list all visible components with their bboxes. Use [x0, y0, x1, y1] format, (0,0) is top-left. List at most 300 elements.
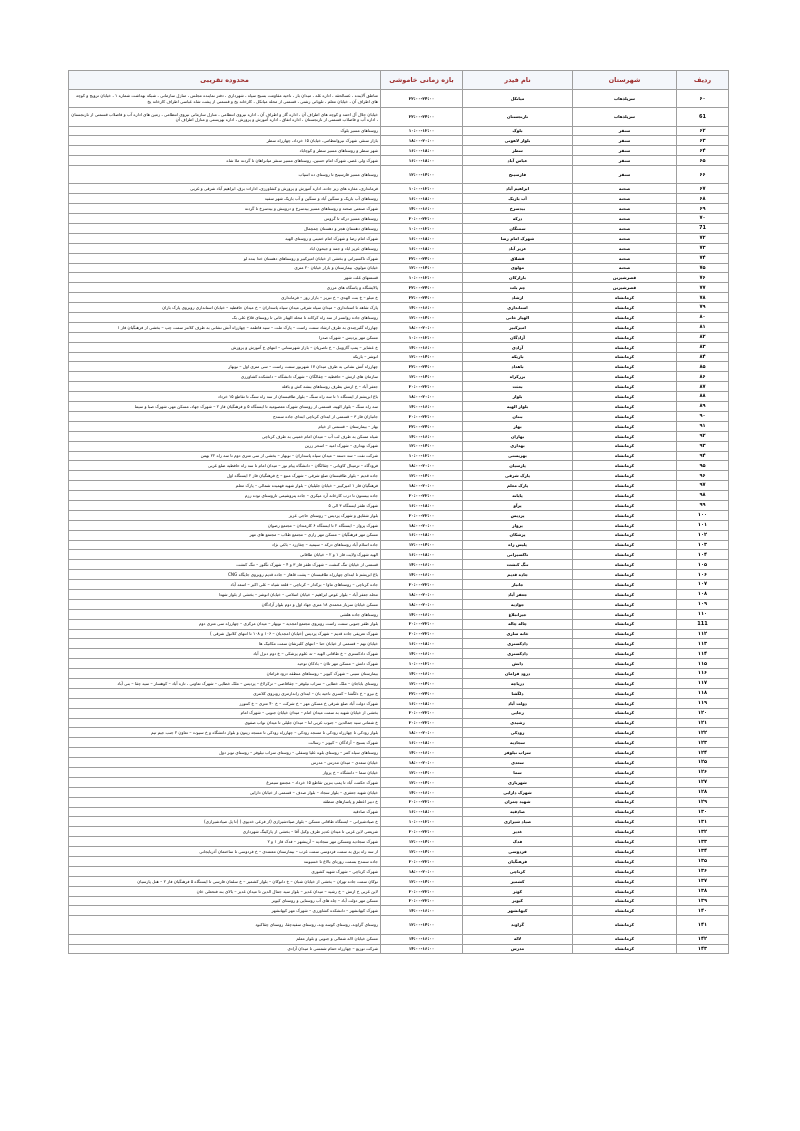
- outage-time-cell: ۱۶:۰۰-۱۸:۰۰: [381, 156, 463, 166]
- feeder-name-cell: رجایی: [463, 708, 573, 718]
- table-row: [69, 629, 729, 639]
- outage-time-cell: ۲۰:۰۰-۲۲:۰۰: [381, 886, 463, 896]
- approximate-area-cell: محله جعفر آباد – بلوار عوض ابراهیم – خیابان اسلامی – خیابان انوشر – بخشی از بلوار شهدا: [69, 589, 381, 599]
- feeder-name-cell: کشمیر: [463, 876, 573, 886]
- table-row: [69, 777, 729, 787]
- feeder-name-cell: فردوسی: [463, 847, 573, 857]
- city-cell: کرمانشاه: [573, 540, 677, 550]
- table-row: [69, 916, 729, 934]
- feeder-name-cell: عباس آباد: [463, 156, 573, 166]
- table-row: [69, 550, 729, 560]
- table-row: [69, 866, 729, 876]
- city-cell: کرمانشاه: [573, 491, 677, 501]
- table-row: [69, 431, 729, 441]
- outage-time-cell: ۱۶:۰۰-۱۸:۰۰: [381, 233, 463, 243]
- row-number-cell: ۹۴: [677, 451, 729, 461]
- row-number-cell: ۶۹: [677, 204, 729, 214]
- outage-time-cell: ۱۸:۰۰-۲۰:۰۰: [381, 758, 463, 768]
- table-row: [69, 649, 729, 659]
- outage-time-cell: ۲۰:۰۰-۲۲:۰۰: [381, 857, 463, 867]
- outage-time-cell: ۱۲:۰۰-۱۴:۰۰: [381, 916, 463, 934]
- city-cell: کرمانشاه: [573, 392, 677, 402]
- table-row: [69, 934, 729, 944]
- approximate-area-cell: روستاهای جاده هلشی: [69, 609, 381, 619]
- feeder-name-cell: کیهانشهر: [463, 906, 573, 916]
- table-row: [69, 896, 729, 906]
- city-cell: کرمانشاه: [573, 441, 677, 451]
- row-number-cell: ۷۵: [677, 263, 729, 273]
- feeder-name-cell: بهداری: [463, 441, 573, 451]
- approximate-area-cell: شهرک پرواز – ایستگاه ۲ تا ایستگاه ۶ کارمندان – مجتمع رضوان: [69, 520, 381, 530]
- feeder-name-cell: جعفر آباد: [463, 589, 573, 599]
- outage-time-cell: ۲۲:۰۰-۲۴:۰۰: [381, 362, 463, 372]
- approximate-area-cell: روستای گراوند، روستای کوسه وند، روستای سفیدچقا، روستای چقاکبود: [69, 916, 381, 934]
- table-row: [69, 500, 729, 510]
- city-cell: کرمانشاه: [573, 728, 677, 738]
- row-number-cell: ۸۴: [677, 352, 729, 362]
- outage-time-cell: ۱۸:۰۰-۲۰:۰۰: [381, 392, 463, 402]
- approximate-area-cell: پارک شاهد تا استانداری – میدان سپاه شرقی میدان سپاه پاسداران – خ میدان حافظیه – خیابان استانداری روبروی پارک باران: [69, 303, 381, 313]
- feeder-name-cell: فرهنگیان: [463, 857, 573, 867]
- feeder-name-cell: پلیس راه: [463, 540, 573, 550]
- table-row: [69, 471, 729, 481]
- table-row: [69, 263, 729, 273]
- city-cell: کرمانشاه: [573, 896, 677, 906]
- table-row: [69, 411, 729, 421]
- table-row: [69, 253, 729, 263]
- table-row: [69, 451, 729, 461]
- feeder-name-cell: دولت آباد: [463, 698, 573, 708]
- row-number-cell: ۱۳۶: [677, 866, 729, 876]
- outage-time-cell: ۲۲:۰۰-۲۴:۰۰: [381, 421, 463, 431]
- outage-time-cell: ۱۸:۰۰-۲۰:۰۰: [381, 520, 463, 530]
- approximate-area-cell: بیمارستان سینی – شهرک کیوبر – روستاهای منطقه درود فرامان: [69, 669, 381, 679]
- feeder-name-cell: آزادی: [463, 342, 573, 352]
- approximate-area-cell: خیابان سما – دانشگاه – خ پرواز: [69, 768, 381, 778]
- city-cell: کرمانشاه: [573, 332, 677, 342]
- table-row: [69, 520, 729, 530]
- city-cell: کرمانشاه: [573, 560, 677, 570]
- city-cell: کرمانشاه: [573, 876, 677, 886]
- row-number-cell: ۱۲۰: [677, 708, 729, 718]
- city-cell: کرمانشاه: [573, 916, 677, 934]
- row-number-cell: ۱۳۰: [677, 807, 729, 817]
- row-number-cell: ۱۰۱: [677, 520, 729, 530]
- feeder-name-cell: مدرس: [463, 944, 573, 954]
- table-row: [69, 688, 729, 698]
- approximate-area-cell: سه راه سنگ – بلوار الهیه، قسمتی از روستای شهرک معصومیه تا ایستگاه ۵ و فرهنگیان فاز ۲ – شهرک جهاد، مسکن مهر، شهرک صبا و سیما: [69, 402, 381, 412]
- approximate-area-cell: جانبازان فاز ۳ – قسمتی از ابتدای کرناچی ابتدای جاده سنندج: [69, 411, 381, 421]
- row-number-cell: ۱۱۲: [677, 629, 729, 639]
- row-number-cell: 61: [677, 108, 729, 126]
- table-row: [69, 156, 729, 166]
- row-number-cell: ۸۰: [677, 313, 729, 323]
- feeder-name-cell: سراب نیلوفر: [463, 748, 573, 758]
- feeder-name-cell: بلوک: [463, 126, 573, 136]
- row-number-cell: ۶۲: [677, 126, 729, 136]
- header-row-number: ردیف: [677, 71, 729, 90]
- feeder-name-cell: صادقیه: [463, 807, 573, 817]
- row-number-cell: ۱۰۲: [677, 530, 729, 540]
- row-number-cell: ۸۳: [677, 342, 729, 352]
- row-number-cell: ۱۳۳: [677, 837, 729, 847]
- outage-time-cell: ۱۸:۰۰-۲۰:۰۰: [381, 728, 463, 738]
- city-cell: کرمانشاه: [573, 619, 677, 629]
- row-number-cell: ۶۷: [677, 184, 729, 194]
- table-row: [69, 827, 729, 837]
- city-cell: کرمانشاه: [573, 886, 677, 896]
- approximate-area-cell: چهارراه آتش نشانی به طرف میدان ۱۷ شهریور سمت راست – سی متری اول – نوبهار: [69, 362, 381, 372]
- feeder-name-cell: شهید چمران: [463, 797, 573, 807]
- approximate-area-cell: شهرک ولی عصر، شهرک امام حسین، روستاهای مسیر سنقر میانراهان تا گردنه ملا شاه: [69, 156, 381, 166]
- approximate-area-cell: سازمان های ارتش – حافظیه – چقالگان – شهرک دانشگاه – دانشکده کشاورزی: [69, 372, 381, 382]
- outage-time-cell: ۱۸:۰۰-۲۰:۰۰: [381, 136, 463, 146]
- feeder-name-cell: شهرک دارایی: [463, 787, 573, 797]
- outage-time-cell: ۱۴:۰۰-۱۶:۰۰: [381, 669, 463, 679]
- table-row: [69, 609, 729, 619]
- table-row: [69, 136, 729, 146]
- feeder-name-cell: کرناچی: [463, 866, 573, 876]
- feeder-name-cell: پرآو: [463, 500, 573, 510]
- table-row: [69, 382, 729, 392]
- approximate-area-cell: لاین غربی خ ارتش – خ رشید – میدان غدیر – بلوار سید جمال الدین تا میدان غدیر – بالای بند فتحعلی خان: [69, 886, 381, 896]
- feeder-name-cell: بلوار الهیه: [463, 402, 573, 412]
- city-cell: کرمانشاه: [573, 352, 677, 362]
- feeder-name-cell: عزیز آباد: [463, 243, 573, 253]
- table-row: [69, 540, 729, 550]
- row-number-cell: ۹۸: [677, 491, 729, 501]
- row-number-cell: ۱۰۸: [677, 589, 729, 599]
- outage-time-cell: ۲۲:۰۰-۲۴:۰۰: [381, 283, 463, 293]
- feeder-name-cell: سطر: [463, 146, 573, 156]
- city-cell: کرمانشاه: [573, 342, 677, 352]
- table-row: [69, 698, 729, 708]
- row-number-cell: ۱۱۸: [677, 688, 729, 698]
- table-row: [69, 570, 729, 580]
- outage-time-cell: ۱۴:۰۰-۱۶:۰۰: [381, 748, 463, 758]
- approximate-area-cell: بخشی از خیابان شهید به سمت میدان امام – میدان خیابان جنوبی – شهرک امام: [69, 708, 381, 718]
- city-cell: کرمانشاه: [573, 649, 677, 659]
- approximate-area-cell: شرکت توزیع – چهارراه حمام شمسی تا میدان آزادی: [69, 944, 381, 954]
- row-number-cell: ۶۶: [677, 166, 729, 184]
- city-cell: صحنه: [573, 194, 677, 204]
- approximate-area-cell: شیاه مسکن به طرف لب آب – میدان امام خمینی به طرف کرناچی: [69, 431, 381, 441]
- outage-time-cell: ۱۴:۰۰-۱۶:۰۰: [381, 609, 463, 619]
- table-row: [69, 580, 729, 590]
- approximate-area-cell: فرهنگیان فاز ۱ امیرکبیر – خیابان جلیلیان – بلوار شهید فهمیده شمالی – پارک معلم: [69, 481, 381, 491]
- city-cell: کرمانشاه: [573, 768, 677, 778]
- city-cell: سنقر: [573, 146, 677, 156]
- approximate-area-cell: روستاهای مسیر درکه تا گروس: [69, 214, 381, 224]
- city-cell: کرمانشاه: [573, 906, 677, 916]
- city-cell: کرمانشاه: [573, 520, 677, 530]
- feeder-name-cell: رودکی: [463, 728, 573, 738]
- approximate-area-cell: جاده سنندج بسمت روزتای بالاع تا خسیونند: [69, 857, 381, 867]
- outage-time-cell: ۱۶:۰۰-۱۸:۰۰: [381, 698, 463, 708]
- table-row: [69, 678, 729, 688]
- city-cell: کرمانشاه: [573, 471, 677, 481]
- row-number-cell: ۱۲۱: [677, 718, 729, 728]
- city-cell: کرمانشاه: [573, 382, 677, 392]
- approximate-area-cell: شریعتی لاین غربی تا میدان غدیر طرف وکیل آقا – بخشی از پارکینگ شهرداری: [69, 827, 381, 837]
- outage-time-cell: ۱۶:۰۰-۱۸:۰۰: [381, 146, 463, 156]
- outage-time-cell: ۱۴:۰۰-۱۶:۰۰: [381, 402, 463, 412]
- outage-time-cell: ۲۰:۰۰-۲۲:۰۰: [381, 580, 463, 590]
- feeder-name-cell: دانش: [463, 659, 573, 669]
- city-cell: صحنه: [573, 224, 677, 234]
- approximate-area-cell: خیابان جلال آل احمد و کوچه های اطراف آن ، اداره گاز و اطراف آن ، اداره نیروی انتظامی ، منازل سازمانی نیروی انتظامی ، زمین های اداره آب و فاضلاب قسمتی از نارنجستان ، اداره آب و فاضلاب قسمتی از نارنجستان ، اداره اتفاق ، اداره آموزش و پرورش ، اداره بهزیستی و منازل اطراف آن: [69, 108, 381, 126]
- row-number-cell: ۱۲۲: [677, 728, 729, 738]
- feeder-name-cell: قشلاق: [463, 253, 573, 263]
- row-number-cell: ۷۲: [677, 233, 729, 243]
- row-number-cell: ۱۱۹: [677, 698, 729, 708]
- outage-time-cell: ۱۴:۰۰-۱۶:۰۰: [381, 787, 463, 797]
- approximate-area-cell: جاده کرناچی – روستاهای ماوا – برکدار – کرناچی – قلعه شیاه – علی اکبر – اسعد آباد: [69, 580, 381, 590]
- table-header-row: [69, 71, 729, 90]
- city-cell: کرمانشاه: [573, 580, 677, 590]
- row-number-cell: ۹۶: [677, 471, 729, 481]
- feeder-name-cell: درکه: [463, 214, 573, 224]
- approximate-area-cell: شهرک بهداری – شهرک امید – اسحر زرین: [69, 441, 381, 451]
- feeder-name-cell: ابراهیم آباد: [463, 184, 573, 194]
- row-number-cell: ۶۵: [677, 156, 729, 166]
- feeder-name-cell: بنتان: [463, 411, 573, 421]
- city-cell: صحنه: [573, 204, 677, 214]
- city-cell: کرمانشاه: [573, 411, 677, 421]
- outage-time-cell: ۲۲:۰۰-۲۴:۰۰: [381, 108, 463, 126]
- city-cell: کرمانشاه: [573, 293, 677, 303]
- row-number-cell: ۱۳۸: [677, 886, 729, 896]
- row-number-cell: ۱۴۲: [677, 934, 729, 944]
- outage-time-cell: ۲۲:۰۰-۲۴:۰۰: [381, 90, 463, 108]
- approximate-area-cell: روستاهای دهستان هجر و دهستان چمچمال: [69, 224, 381, 234]
- table-row: [69, 194, 729, 204]
- row-number-cell: ۱۲۷: [677, 777, 729, 787]
- row-number-cell: ۱۲۴: [677, 748, 729, 758]
- table-row: [69, 738, 729, 748]
- approximate-area-cell: الهیه شهرک ولایت فاز ۱ و ۲ – خیابان طاقانی: [69, 550, 381, 560]
- approximate-area-cell: خ صیادشیرانی – ایستگاه طاقانی مسکن – بلوار صیادشیرازی (از فرعی خدیوی ) (تا پل صیادشیرازی): [69, 817, 381, 827]
- approximate-area-cell: مناطق آلاینده ، عسالحقه ، اداره غله ، میدان بار ، ناحیه مقاومت بسیج سپاه ، شهرداری ، دفتر نماینده مجلس ، منازل سازمانی ، شبکه بهداشت شماره ۱ ، خیابان ترویج و کوچه های اطراف آن ، خیابان معلم ، تلویانی رشتی ، قسمتی از محله میانکل ، کارخانه یخ و قسمتی از پشت شاه عباسی اطراف کارخانه یخ: [69, 90, 381, 108]
- outage-time-cell: ۱۴:۰۰-۱۶:۰۰: [381, 431, 463, 441]
- approximate-area-cell: شهرک دولت آباد ضلع شرقی خ مسکن مهر – خ شرکت – خ ۴۰ متری – خ کنتورز: [69, 698, 381, 708]
- table-row: [69, 599, 729, 609]
- table-row: [69, 944, 729, 954]
- city-cell: کرمانشاه: [573, 639, 677, 649]
- approximate-area-cell: شهرک امام رضا و شهرک امام خمینی و روستای الهیه: [69, 233, 381, 243]
- table-row: [69, 166, 729, 184]
- city-cell: صحنه: [573, 263, 677, 273]
- approximate-area-cell: روستاهای سیاه کمر – روستای بلوه علیا وسفلی – روستای سراب نیلوفر – روستای توبر دول: [69, 748, 381, 758]
- table-row: [69, 108, 729, 126]
- outage-time-cell: ۱۲:۰۰-۱۴:۰۰: [381, 263, 463, 273]
- feeder-name-cell: نارنجستان: [463, 108, 573, 126]
- outage-time-cell: ۲۲:۰۰-۲۴:۰۰: [381, 293, 463, 303]
- row-number-cell: ۹۹: [677, 500, 729, 510]
- row-number-cell: ۹۳: [677, 441, 729, 451]
- approximate-area-cell: قسمتی از خیابان تنگ کنشت – شهرک ظفر فاز ۳ و ۴ – شهرک نگلور – تنگ کنشت: [69, 560, 381, 570]
- row-number-cell: ۱۲۳: [677, 738, 729, 748]
- city-cell: کرمانشاه: [573, 481, 677, 491]
- row-number-cell: ۱۱۵: [677, 659, 729, 669]
- feeder-name-cell: تاکسیرانی: [463, 550, 573, 560]
- outage-time-cell: ۱۸:۰۰-۲۰:۰۰: [381, 599, 463, 609]
- approximate-area-cell: خیابان سعدی – میدان مدرس – مدرس: [69, 758, 381, 768]
- city-cell: کرمانشاه: [573, 451, 677, 461]
- city-cell: کرمانشاه: [573, 313, 677, 323]
- city-cell: کرمانشاه: [573, 589, 677, 599]
- approximate-area-cell: شرکت نفت – سد دسته – میدان سپاه پاسداران – نوبهار – بخشی از سی متری دوم تا سه راه ۲۲ بهمن: [69, 451, 381, 461]
- city-cell: کرمانشاه: [573, 372, 677, 382]
- city-cell: کرمانشاه: [573, 837, 677, 847]
- table-row: [69, 530, 729, 540]
- feeder-name-cell: صیاد شیرازی: [463, 817, 573, 827]
- outage-time-cell: ۱۲:۰۰-۱۴:۰۰: [381, 847, 463, 857]
- outage-time-cell: ۱۰:۰۰-۱۲:۰۰: [381, 817, 463, 827]
- outage-time-cell: ۲۰:۰۰-۲۲:۰۰: [381, 510, 463, 520]
- table-row: [69, 184, 729, 194]
- city-cell: کرمانشاه: [573, 669, 677, 679]
- outage-time-cell: ۱۰:۰۰-۱۲:۰۰: [381, 451, 463, 461]
- outage-time-cell: ۲۰:۰۰-۲۲:۰۰: [381, 827, 463, 837]
- approximate-area-cell: باغ ابریشم از ایستگاه ۱ تا سه راه سنگ – بلوار طاقبستان از سه راه سنگ تا تقاطع ۱۵ خرداد: [69, 392, 381, 402]
- row-number-cell: ۱۳۵: [677, 857, 729, 867]
- table-row: [69, 748, 729, 758]
- approximate-area-cell: بازار سنقر، شهرک نیروانتظامی، خیابان ۱۵ خرداد، چهارراه سطر: [69, 136, 381, 146]
- outage-time-cell: ۲۰:۰۰-۲۲:۰۰: [381, 491, 463, 501]
- row-number-cell: ۱۰۶: [677, 570, 729, 580]
- city-cell: کرمانشاه: [573, 708, 677, 718]
- approximate-area-cell: خ نیرو – خ دلگشا – کسری ناحیه بان – ابتدای زاندارمری روبروی کلانتری: [69, 688, 381, 698]
- table-row: [69, 481, 729, 491]
- city-cell: کرمانشاه: [573, 934, 677, 944]
- approximate-area-cell: قسمتهای غلت شهر: [69, 273, 381, 283]
- row-number-cell: ۱۰۰: [677, 510, 729, 520]
- city-cell: کرمانشاه: [573, 530, 677, 540]
- city-cell: صحنه: [573, 214, 677, 224]
- approximate-area-cell: جاده اسلام آباد روستاهای درکه – سیمیه – چغازرد – باغی نژاد: [69, 540, 381, 550]
- approximate-area-cell: روستاهای مسیر بلوک: [69, 126, 381, 136]
- row-number-cell: ۸۵: [677, 362, 729, 372]
- city-cell: کرمانشاه: [573, 570, 677, 580]
- table-row: [69, 402, 729, 412]
- row-number-cell: ۱۲۶: [677, 768, 729, 778]
- city-cell: کرمانشاه: [573, 748, 677, 758]
- row-number-cell: ۷۳: [677, 243, 729, 253]
- table-row: [69, 560, 729, 570]
- city-cell: کرمانشاه: [573, 303, 677, 313]
- outage-time-cell: ۲۰:۰۰-۲۲:۰۰: [381, 629, 463, 639]
- row-number-cell: ۹۷: [677, 481, 729, 491]
- outage-time-cell: ۱۲:۰۰-۱۴:۰۰: [381, 441, 463, 451]
- city-cell: کرمانشاه: [573, 817, 677, 827]
- city-cell: کرمانشاه: [573, 678, 677, 688]
- row-number-cell: 111: [677, 619, 729, 629]
- table-row: [69, 837, 729, 847]
- city-cell: کرمانشاه: [573, 510, 677, 520]
- row-number-cell: ۱۱۷: [677, 678, 729, 688]
- outage-time-cell: ۱۸:۰۰-۲۰:۰۰: [381, 461, 463, 471]
- table-row: [69, 718, 729, 728]
- approximate-area-cell: جعفر آباد – خ ارتش بطرف روستاهای بنشه کش و بافله: [69, 382, 381, 392]
- outage-time-cell: ۱۲:۰۰-۱۴:۰۰: [381, 837, 463, 847]
- feeder-name-cell: استانداری: [463, 303, 573, 313]
- row-number-cell: ۱۴۰: [677, 906, 729, 916]
- city-cell: کرمانشاه: [573, 738, 677, 748]
- approximate-area-cell: روستاهای مسیر فارسینج تا روستای ده اسپاب: [69, 166, 381, 184]
- outage-time-cell: ۱۶:۰۰-۱۸:۰۰: [381, 530, 463, 540]
- feeder-name-cell: پرواز: [463, 520, 573, 530]
- row-number-cell: ۹۰: [677, 411, 729, 421]
- feeder-name-cell: چاله چاله: [463, 619, 573, 629]
- approximate-area-cell: خ عشایر – پمپ گازوییل – خ ناصریان – بازار شهرستانی – انتهای خ آموزش و پرورش: [69, 342, 381, 352]
- city-cell: کرمانشاه: [573, 402, 677, 412]
- row-number-cell: ۶۳: [677, 136, 729, 146]
- feeder-name-cell: پزشکان: [463, 530, 573, 540]
- table-row: [69, 233, 729, 243]
- feeder-name-cell: رشیدی: [463, 718, 573, 728]
- row-number-cell: ۸۹: [677, 402, 729, 412]
- row-number-cell: ۷۸: [677, 293, 729, 303]
- row-number-cell: ۹۲: [677, 431, 729, 441]
- city-cell: صحنه: [573, 243, 677, 253]
- city-cell: کرمانشاه: [573, 431, 677, 441]
- feeder-name-cell: گراوند: [463, 916, 573, 934]
- approximate-area-cell: شهرک تاکسیرانی و بخشی از خیابان امیرکبیر و روستاهای دهستان خدا بنده لو: [69, 253, 381, 263]
- city-cell: کرمانشاه: [573, 787, 677, 797]
- approximate-area-cell: خیابان مولوی، بیمارستان و بازار خیابان ۲۰ متری: [69, 263, 381, 273]
- approximate-area-cell: شهرک حکمت آباد تا پمپ بنزین تقاطع ۱۵ خرداد – مجتمع سیمرغ: [69, 777, 381, 787]
- table-row: [69, 352, 729, 362]
- feeder-name-cell: بهزیستی: [463, 451, 573, 461]
- outage-time-cell: ۲۰:۰۰-۲۲:۰۰: [381, 708, 463, 718]
- feeder-name-cell: چم بلت: [463, 283, 573, 293]
- city-cell: کرمانشاه: [573, 944, 677, 954]
- table-row: [69, 441, 729, 451]
- city-cell: کرمانشاه: [573, 421, 677, 431]
- outage-time-cell: ۱۲:۰۰-۱۴:۰۰: [381, 471, 463, 481]
- outage-time-cell: ۱۲:۰۰-۱۴:۰۰: [381, 768, 463, 778]
- city-cell: کرمانشاه: [573, 609, 677, 619]
- outage-time-cell: ۱۶:۰۰-۱۸:۰۰: [381, 500, 463, 510]
- row-number-cell: ۱۳۴: [677, 847, 729, 857]
- approximate-area-cell: از سه راه برق به سمت فردوسی سمت غرب – بیمارستان معتمدی – خ فردوسی تا ساختمان آذربایجانی: [69, 847, 381, 857]
- outage-time-cell: ۱۴:۰۰-۱۶:۰۰: [381, 303, 463, 313]
- table-row: [69, 461, 729, 471]
- outage-time-cell: ۲۰:۰۰-۲۲:۰۰: [381, 896, 463, 906]
- outage-time-cell: ۱۲:۰۰-۱۴:۰۰: [381, 313, 463, 323]
- table-row: [69, 273, 729, 283]
- outage-time-cell: ۲۰:۰۰-۲۲:۰۰: [381, 382, 463, 392]
- outage-time-cell: ۱۴:۰۰-۱۶:۰۰: [381, 934, 463, 944]
- outage-time-cell: ۱۴:۰۰-۱۶:۰۰: [381, 342, 463, 352]
- approximate-area-cell: شهرک صنعتی صحنه و روستاهای مسیر بیدسرخ و دروینش و بیدسرخ تا گردنه: [69, 204, 381, 214]
- feeder-name-cell: پردیس: [463, 510, 573, 520]
- header-outage-time: بازه زمانی خاموشی: [381, 71, 463, 90]
- approximate-area-cell: خ مبلو – خ بنت الهدی – خ تبریز – بازار روز – فرمانداری: [69, 293, 381, 303]
- row-number-cell: ۶۰: [677, 90, 729, 108]
- table-row: [69, 362, 729, 372]
- row-number-cell: ۱۳۷: [677, 876, 729, 886]
- approximate-area-cell: پالایشگاه و پاسگاه های مرزی: [69, 283, 381, 293]
- row-number-cell: ۷۷: [677, 283, 729, 293]
- table-row: [69, 214, 729, 224]
- feeder-name-cell: باهداد: [463, 362, 573, 372]
- table-row: [69, 332, 729, 342]
- feeder-name-cell: سما: [463, 768, 573, 778]
- feeder-name-cell: سجادیه: [463, 738, 573, 748]
- outage-schedule-table: [68, 70, 729, 954]
